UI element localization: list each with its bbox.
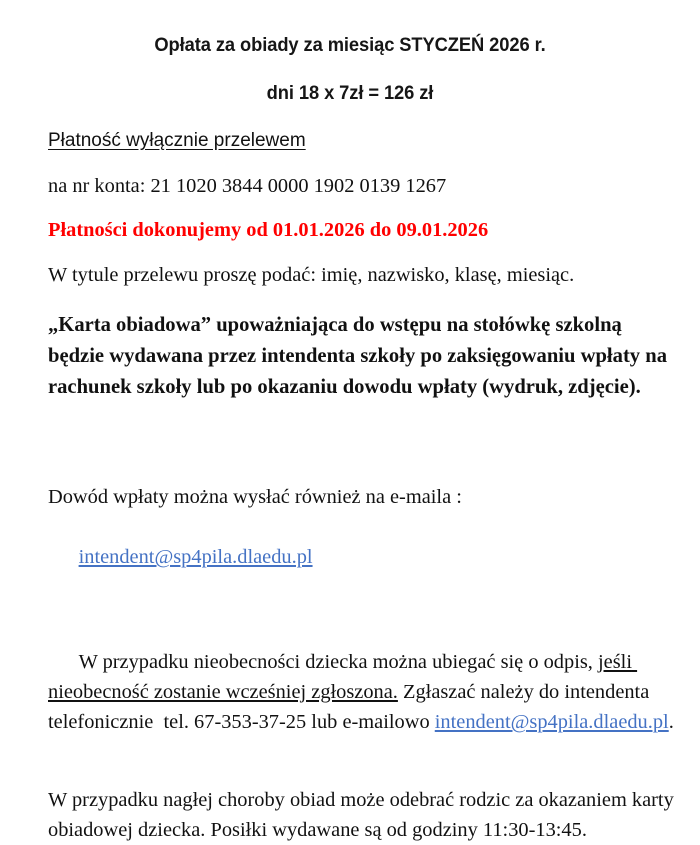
payment-method-heading: Płatność wyłącznie przelewem [48, 130, 306, 151]
email-link-primary[interactable]: intendent@sp4pila.dlaedu.pl [78, 546, 313, 568]
absence-text-part-3: . [668, 711, 674, 733]
absence-text-part-1: W przypadku nieobecności dziecka można ubiegać się o odpis, [78, 651, 598, 673]
illness-notice: W przypadku nagłej choroby obiad może odebrać rodzic za okazaniem karty obiadowej dziecka. Posiłki wydawane są od godziny 11:30-13:45. [48, 789, 679, 841]
heading-title-line-1: Opłata za obiady za miesiąc STYCZEŃ 2026 r. [154, 34, 546, 56]
payment-window-notice: Płatności dokonujemy od 01.01.2026 do 09.01.2026 [48, 219, 489, 241]
document-body [0, 127, 700, 845]
heading-title-line-2: dni 18 x 7zł = 126 zł [266, 82, 434, 104]
email-link-secondary[interactable]: intendent@sp4pila.dlaedu.pl [434, 711, 669, 733]
proof-intro-text: Dowód wpłaty można wysłać również na e-maila : [48, 486, 462, 508]
document-heading [0, 0, 700, 105]
payment-method-row [48, 127, 678, 171]
absence-paragraph [48, 617, 678, 767]
transfer-title-instruction: W tytule przelewu proszę podać: imię, nazwisko, klasę, miesiąc. [48, 264, 575, 286]
absence-condition-underlined: jeśli nieobecność zostanie wcześniej zgłoszona. [48, 651, 638, 703]
absence-text-part-2: Zgłaszać należy do intendenta telefonicznie tel. 67-353-37-25 lub e-mailowo [48, 681, 655, 733]
proof-of-payment-paragraph [48, 422, 678, 602]
meal-card-notice: „Karta obiadowa” upoważniająca do wstępu na stołówkę szkolną będzie wydawana przez intendenta szkoły po zaksięgowaniu wpłaty na rachunek szkoły lub po okazaniu dowodu wpłaty (wydruk, zdjęcie). [48, 314, 673, 398]
bank-account-line: na nr konta: 21 1020 3844 0000 1902 0139 1267 [48, 175, 447, 197]
